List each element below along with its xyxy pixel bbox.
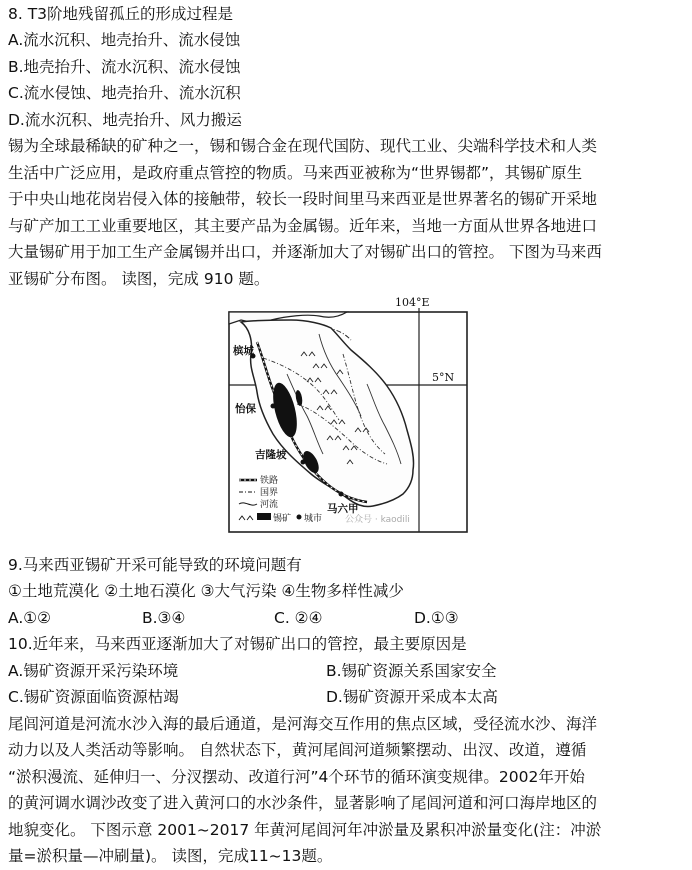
q8-option-b: B.地壳抬升、流水沉积、流水侵蚀: [8, 58, 241, 76]
passage2-line: 动力以及人类活动等影响。 自然状态下，黄河尾闾河道频繁摆动、出汊、改道，遵循: [8, 741, 587, 759]
passage2-line: 地貌变化。 下图示意 2001~2017 年黄河尾闾河年冲淤量及累积冲淤量变化(注：冲淤: [8, 821, 602, 839]
passage1-line: 生活中广泛应用，是政府重点管控的物质。马来西亚被称为“世界锡都”，其锡矿原生: [8, 164, 583, 182]
q10-stem: 10.近年来，马来西亚逐渐加大了对锡矿出口的管控，最主要原因是: [8, 635, 467, 653]
city-label-malacca: 马六甲: [327, 503, 359, 515]
tin-distribution-map: [227, 294, 468, 533]
q10-option-d: D.锡矿资源开采成本太高: [326, 688, 498, 706]
city-label-penang: 槟城: [233, 345, 254, 357]
q9-option-b: B.③④: [142, 609, 186, 627]
q8-option-c: C.流水侵蚀、地壳抬升、流水沉积: [8, 84, 241, 102]
legend-river: 河流: [260, 500, 279, 510]
passage1-line: 亚锡矿分布图。 读图，完成 910 题。: [8, 270, 270, 288]
legend-border: 国界: [260, 488, 279, 498]
q9-stem: 9.马来西亚锡矿开采可能导致的环境问题有: [8, 556, 302, 574]
q10-option-b: B.锡矿资源关系国家安全: [326, 662, 497, 680]
longitude-label: 104°E: [395, 296, 430, 309]
passage1-line: 于中央山地花岗岩侵入体的接触带，较长一段时间里马来西亚是世界著名的锡矿开采地: [8, 190, 598, 208]
city-label-ipoh: 怡保: [235, 403, 256, 415]
q9-choices: ①土地荒漠化 ②土地石漠化 ③大气污染 ④生物多样性减少: [8, 582, 404, 600]
passage2-line: 的黄河调水调沙改变了进入黄河口的水沙条件，显著影响了尾闾河道和河口海岸地区的: [8, 794, 598, 812]
watermark: 公众号 · kaodili: [345, 515, 410, 525]
passage1-line: 与矿产加工工业重要地区，其主要产品为金属锡。近年来，当地一方面从世界各地进口: [8, 217, 598, 235]
passage1-line: 锡为全球最稀缺的矿种之一，锡和锡合金在现代国防、现代工业、尖端科学技术和人类: [8, 137, 598, 155]
passage2-line: 尾闾河道是河流水沙入海的最后通道，是河海交互作用的焦点区域，受径流水沙、海洋: [8, 715, 598, 733]
city-label-kuala-lumpur: 吉隆坡: [255, 449, 287, 461]
q10-option-a: A.锡矿资源开采污染环境: [8, 662, 179, 680]
legend-tin: 锡矿: [273, 514, 292, 524]
q9-option-d: D.①③: [414, 609, 459, 627]
passage1-line: 大量锡矿用于加工生产金属锡并出口，并逐渐加大了对锡矿出口的管控。 下图为马来西: [8, 243, 602, 261]
passage2-line: “淤积漫流、延伸归一、分汊摆动、改道行河”4个环节的循环演变规律。2002年开始: [8, 768, 585, 786]
legend-city: 城市: [304, 514, 323, 524]
passage2-line: 量=淤积量—冲刷量)。 读图，完成11~13题。: [8, 847, 333, 865]
q10-option-c: C.锡矿资源面临资源枯竭: [8, 688, 179, 706]
map-legend: [239, 474, 322, 524]
q9-option-a: A.①②: [8, 609, 52, 627]
q8-option-d: D.流水沉积、地壳抬升、风力搬运: [8, 111, 242, 129]
q8-option-a: A.流水沉积、地壳抬升、流水侵蚀: [8, 31, 241, 49]
q9-option-c: C. ②④: [274, 609, 323, 627]
latitude-label: 5°N: [432, 371, 455, 384]
q8-stem: 8. T3阶地残留孤丘的形成过程是: [8, 5, 234, 23]
legend-railway: 铁路: [260, 476, 279, 486]
